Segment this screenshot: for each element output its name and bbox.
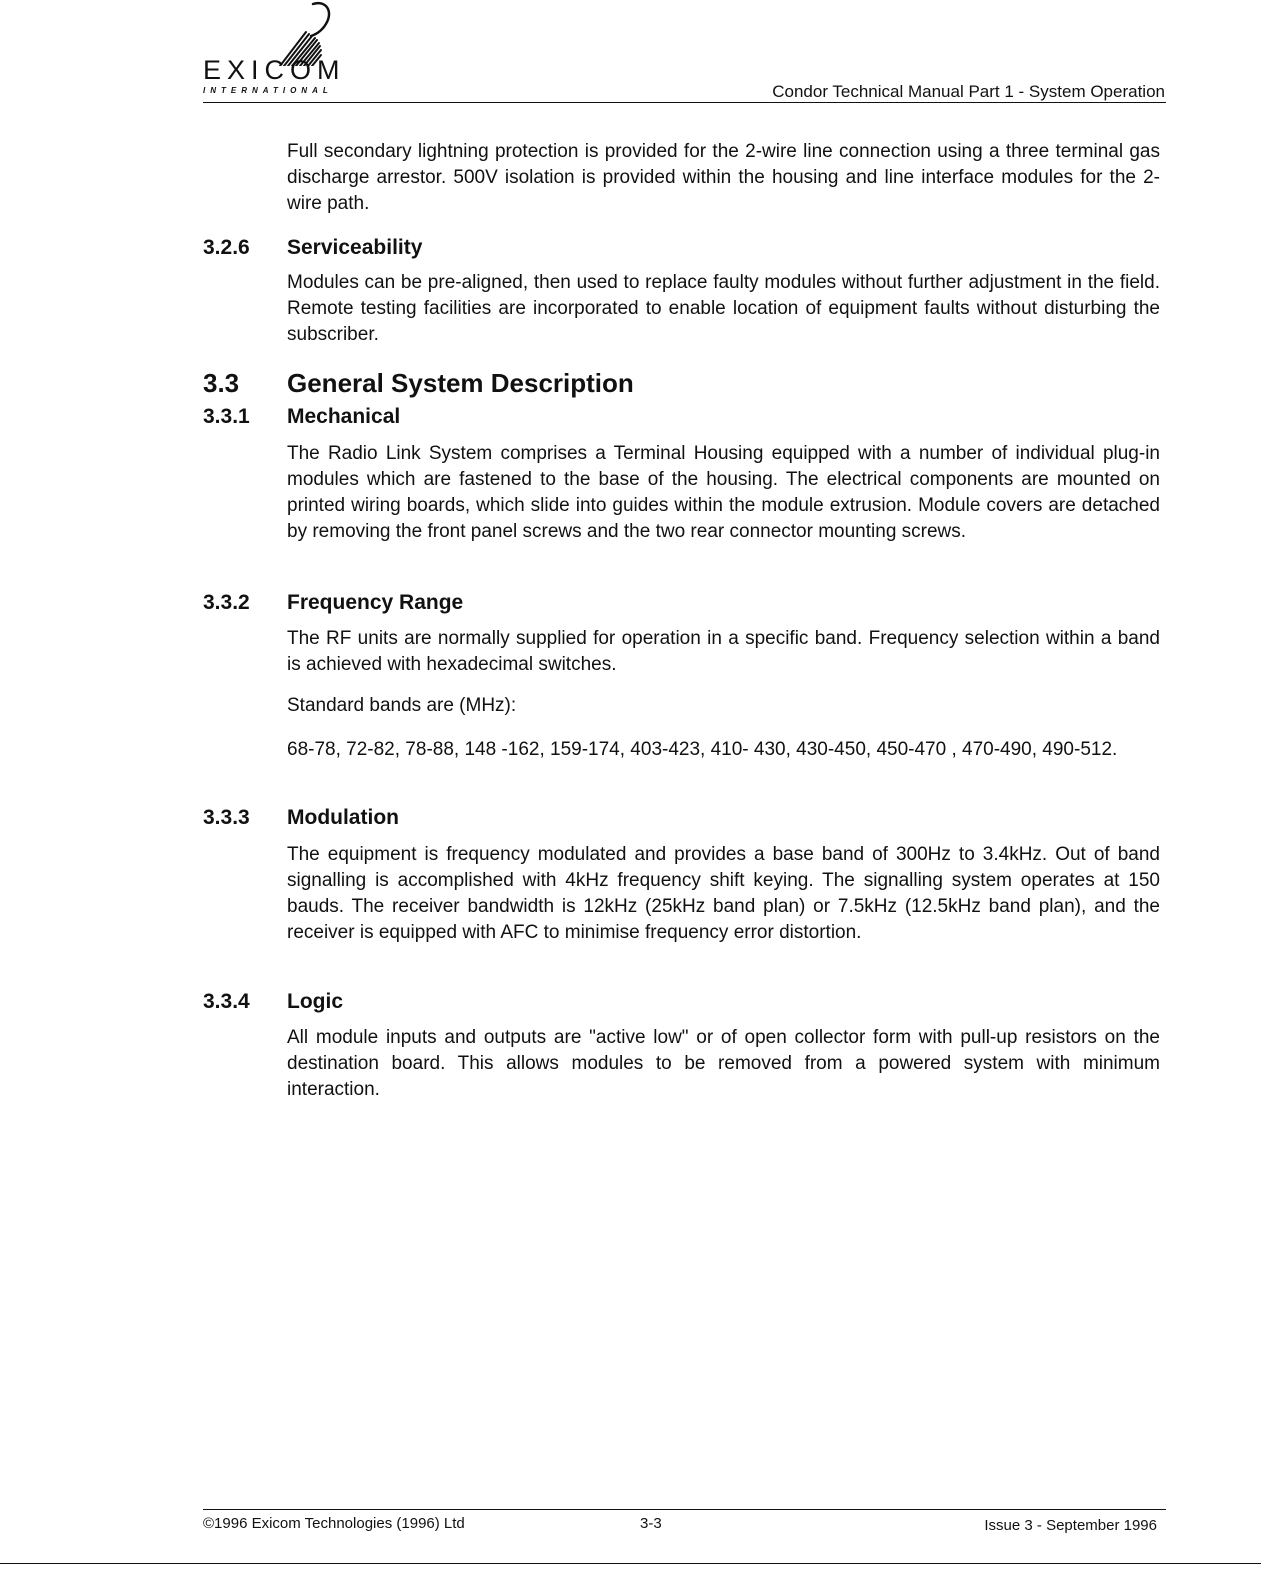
document-title: Condor Technical Manual Part 1 - System Operation	[772, 82, 1165, 101]
section-number-3-3: 3.3	[203, 368, 240, 398]
company-logo	[203, 0, 373, 100]
footer-copyright: ©1996 Exicom Technologies (1996) Ltd	[203, 1515, 465, 1532]
section-number-3-3-3: 3.3.3	[203, 806, 250, 829]
standard-bands-list: 68-78, 72-82, 78-88, 148 -162, 159-174, 403-423, 410- 430, 430-450, 450-470 , 470-490, 490-512.	[287, 739, 1118, 760]
modulation-paragraph: The equipment is frequency modulated and provides a base band of 300Hz to 3.4kHz. Out of band signalling is accomplished with 4kHz frequency shift keying. The signalling system operates at 150 bauds. The receiver bandwidth is 12kHz (25kHz band plan) or 7.5kHz (12.5kHz band plan), and the receiver is equipped with AFC to minimise frequency error distortion.	[287, 844, 1160, 943]
header-divider	[203, 102, 1166, 103]
section-title-serviceability: Serviceability	[287, 236, 423, 259]
section-title-frequency-range: Frequency Range	[287, 591, 464, 614]
page-bottom-edge	[0, 1563, 1261, 1564]
section-number-3-3-4: 3.3.4	[203, 990, 250, 1013]
logo-name: EXICOM	[203, 55, 346, 85]
section-title-general-system-description: General System Description	[287, 368, 634, 398]
serviceability-paragraph: Modules can be pre-aligned, then used to replace faulty modules without further adjustment in the field. Remote testing facilities are incorporated to enable location of equipment faults without disturbing the subscriber.	[287, 272, 1160, 345]
intro-paragraph: Full secondary lightning protection is provided for the 2-wire line connection using a three terminal gas discharge arrestor. 500V isolation is provided within the housing and line interface modules for the 2-wire path.	[287, 141, 1160, 214]
frequency-range-paragraph: The RF units are normally supplied for operation in a specific band. Frequency selection within a band is achieved with hexadecimal switches.	[287, 628, 1160, 675]
standard-bands-intro: Standard bands are (MHz):	[287, 695, 517, 716]
footer-divider	[203, 1509, 1166, 1510]
logo-subtitle: INTERNATIONAL	[203, 86, 333, 95]
logic-paragraph: All module inputs and outputs are "active low" or of open collector form with pull-up resistors on the destination board. This allows modules to be removed from a powered system with minimum interaction.	[287, 1027, 1160, 1100]
footer-page-number: 3-3	[640, 1515, 662, 1532]
section-title-modulation: Modulation	[287, 806, 399, 829]
section-title-logic: Logic	[287, 990, 343, 1013]
footer-issue: Issue 3 - September 1996	[984, 1517, 1157, 1534]
section-number-3-3-1: 3.3.1	[203, 405, 250, 428]
section-title-mechanical: Mechanical	[287, 405, 401, 428]
mechanical-paragraph: The Radio Link System comprises a Terminal Housing equipped with a number of individual plug-in modules which are fastened to the base of the housing. The electrical components are mounted on printed wiring boards, which slide into guides within the module extrusion. Module covers are detached by removing the front panel screws and the two rear connector mounting screws.	[287, 443, 1160, 542]
section-number-3-2-6: 3.2.6	[203, 236, 250, 259]
section-number-3-3-2: 3.3.2	[203, 591, 250, 614]
